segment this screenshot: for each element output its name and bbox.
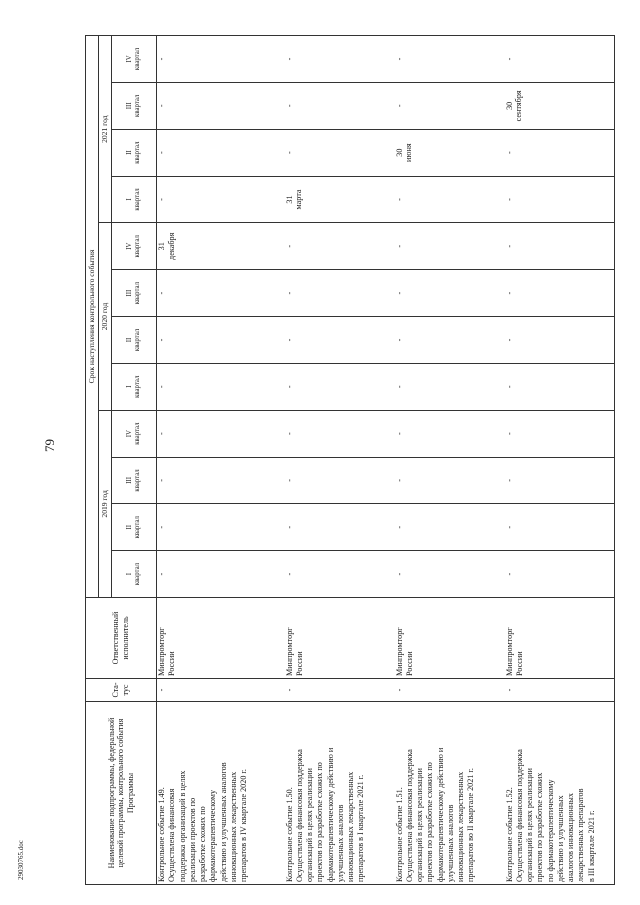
- quarter-deadline-cell: [505, 363, 615, 410]
- deadline-text: -: [394, 385, 404, 389]
- quarter-word: квартал: [134, 188, 141, 211]
- header-name: Наименование подпрограммы, федеральной целевой программы, контрольного события Программы: [86, 702, 157, 885]
- deadline-text: -: [394, 198, 404, 201]
- event-title: Контрольное событие 1.52.: [504, 787, 514, 882]
- header-executor: Ответственный исполнитель: [86, 598, 157, 679]
- deadline-text: -: [157, 151, 166, 154]
- quarter-deadline-cell: [505, 82, 615, 129]
- deadline-text: -: [284, 572, 294, 576]
- quarter-number: IV: [126, 242, 134, 250]
- event-executor: Минпромторг России: [504, 627, 524, 676]
- quarter-deadline-cell: [395, 551, 505, 598]
- event-executor: Минпромторг России: [394, 627, 414, 676]
- deadline-text: -: [504, 151, 514, 154]
- deadline-text: -: [284, 338, 294, 342]
- quarter-number: III: [126, 102, 134, 110]
- event-name-cell: [157, 702, 285, 885]
- deadline-text: -: [394, 244, 404, 248]
- table-row: [157, 36, 285, 885]
- event-executor: Минпромторг России: [157, 627, 177, 676]
- header-year-2021: 2021 год: [99, 36, 112, 223]
- table-row: [505, 36, 615, 885]
- deadline-text: -: [284, 151, 294, 154]
- event-executor-cell: [395, 598, 505, 679]
- quarter-word: квартал: [134, 281, 141, 305]
- header-quarter-cell: [112, 223, 157, 270]
- quarter-number: IV: [126, 55, 134, 63]
- quarter-deadline-cell: [285, 504, 395, 551]
- deadline-text: -: [284, 385, 294, 389]
- page-number: 79: [42, 439, 57, 453]
- event-title: Контрольное событие 1.49.: [157, 787, 166, 882]
- deadline-text: сентября: [514, 90, 524, 122]
- quarter-deadline-cell: [395, 504, 505, 551]
- quarter-word: квартал: [134, 469, 141, 492]
- quarter-deadline-cell: [157, 176, 285, 223]
- header-quarter-cell: [112, 36, 157, 83]
- deadline-text: -: [394, 338, 404, 342]
- deadline-text: -: [284, 479, 294, 482]
- deadline-text: -: [284, 291, 294, 295]
- table-row: [395, 36, 505, 885]
- header-quarter-cell: [112, 82, 157, 129]
- header-status: Ста-тус: [86, 679, 157, 702]
- deadline-text: -: [157, 104, 166, 108]
- event-executor-cell: [157, 598, 285, 679]
- quarter-word: квартал: [134, 562, 141, 586]
- quarter-deadline-cell: [395, 129, 505, 176]
- deadline-text: -: [504, 198, 514, 201]
- header-year-2019: 2019 год: [99, 410, 112, 597]
- quarter-deadline-cell: [505, 410, 615, 457]
- deadline-text: -: [394, 479, 404, 482]
- quarter-deadline-cell: [505, 176, 615, 223]
- deadline-text: марта: [294, 189, 304, 210]
- quarter-deadline-cell: [395, 363, 505, 410]
- quarter-deadline-cell: [505, 504, 615, 551]
- event-description: Осуществлена финансовая поддержка организаций в целях реализации проектов по разработке схожих по фармакотерапевтическому действию и улучшенных аналогов инновационных лекарственных препаратов во II квартале 2021 г.: [404, 747, 476, 882]
- deadline-text: -: [394, 525, 404, 529]
- deadline-text: -: [504, 432, 514, 435]
- header-quarter-cell: [112, 317, 157, 364]
- quarter-deadline-cell: [157, 82, 285, 129]
- quarter-number: III: [126, 289, 134, 297]
- deadline-text: -: [284, 57, 294, 61]
- event-description: Осуществлена финансовая поддержка организаций в целях реализации проектов по разработке схожих по фармакотерапевтическому действию и улучшенных аналогов инновационных лекарственных препаратов в IV квартале 2020 г.: [167, 762, 248, 882]
- quarter-deadline-cell: [157, 504, 285, 551]
- control-events-schedule-table: [85, 35, 615, 885]
- quarter-deadline-cell: [395, 176, 505, 223]
- quarter-word: квартал: [134, 235, 141, 258]
- quarter-deadline-cell: [285, 36, 395, 83]
- quarter-deadline-cell: [157, 317, 285, 364]
- event-executor-cell: [285, 598, 395, 679]
- quarter-number: II: [126, 525, 134, 530]
- quarter-word: квартал: [134, 375, 141, 398]
- quarter-deadline-cell: [395, 410, 505, 457]
- deadline-text: -: [157, 525, 166, 529]
- quarter-deadline-cell: [285, 551, 395, 598]
- quarter-number: II: [126, 337, 134, 343]
- header-quarter-cell: [112, 176, 157, 223]
- quarter-deadline-cell: [157, 270, 285, 317]
- deadline-text: -: [504, 244, 514, 248]
- quarter-deadline-cell: [157, 551, 285, 598]
- deadline-text: -: [394, 432, 404, 435]
- quarter-deadline-cell: [157, 36, 285, 83]
- quarter-deadline-cell: [505, 223, 615, 270]
- quarter-word: квартал: [134, 47, 141, 71]
- quarter-deadline-cell: [505, 270, 615, 317]
- header-quarter-cell: [112, 270, 157, 317]
- quarter-word: квартал: [134, 141, 141, 164]
- deadline-text: -: [504, 572, 514, 576]
- deadline-text: -: [284, 104, 294, 108]
- quarter-deadline-cell: [285, 176, 395, 223]
- deadline-text: -: [157, 291, 166, 295]
- deadline-text: июня: [404, 143, 414, 162]
- quarter-deadline-cell: [395, 457, 505, 504]
- deadline-text: -: [504, 479, 514, 482]
- quarter-deadline-cell: [505, 129, 615, 176]
- event-status: -: [285, 679, 395, 702]
- quarter-number: I: [126, 572, 134, 576]
- deadline-text: -: [157, 57, 166, 61]
- deadline-text: 30: [394, 148, 404, 157]
- event-status: -: [157, 679, 285, 702]
- event-title: Контрольное событие 1.51.: [394, 787, 404, 882]
- deadline-text: 31: [157, 242, 166, 251]
- quarter-deadline-cell: [285, 317, 395, 364]
- quarter-deadline-cell: [157, 363, 285, 410]
- table-body: [157, 36, 615, 885]
- deadline-text: -: [394, 57, 404, 61]
- quarter-number: I: [126, 385, 134, 388]
- quarter-word: квартал: [134, 516, 141, 539]
- event-status: -: [505, 679, 615, 702]
- quarter-deadline-cell: [505, 317, 615, 364]
- quarter-number: II: [126, 150, 134, 155]
- quarter-deadline-cell: [157, 457, 285, 504]
- quarter-deadline-cell: [157, 223, 285, 270]
- header-quarter-cell: [112, 363, 157, 410]
- quarter-deadline-cell: [395, 223, 505, 270]
- event-name-cell: [395, 702, 505, 885]
- quarter-deadline-cell: [157, 410, 285, 457]
- event-description: Осуществлена финансовая поддержка организаций в целях реализации проектов по разработке схожих по фармакотерапевтическому действию и улучшенных аналогов инновационных лекарственных препаратов в III квартале 2021 г.: [514, 749, 596, 882]
- quarter-deadline-cell: [285, 270, 395, 317]
- event-name-cell: [285, 702, 395, 885]
- quarter-deadline-cell: [395, 36, 505, 83]
- event-status: -: [395, 679, 505, 702]
- header-quarter-cell: [112, 457, 157, 504]
- quarter-deadline-cell: [285, 457, 395, 504]
- quarter-deadline-cell: [157, 129, 285, 176]
- quarter-deadline-cell: [505, 36, 615, 83]
- quarter-deadline-cell: [505, 551, 615, 598]
- header-quarter-cell: [112, 504, 157, 551]
- deadline-text: -: [284, 244, 294, 248]
- deadline-text: -: [394, 104, 404, 108]
- deadline-text: -: [157, 385, 166, 389]
- header-year-2020: 2020 год: [99, 223, 112, 410]
- deadline-text: 30: [504, 101, 514, 110]
- deadline-text: -: [284, 432, 294, 435]
- event-description: Осуществлена финансовая поддержка организаций в целях реализации проектов по разработке схожих по фармакотерапевтическому действию и улучшенных аналогов инновационных лекарственных препаратов в I квартале 2021 г.: [294, 747, 366, 882]
- quarter-deadline-cell: [505, 457, 615, 504]
- deadline-text: -: [157, 572, 166, 576]
- table-row: [285, 36, 395, 885]
- deadline-text: декабря: [166, 232, 176, 260]
- header-quarter-cell: [112, 129, 157, 176]
- deadline-text: -: [284, 525, 294, 529]
- event-title: Контрольное событие 1.50.: [284, 787, 294, 882]
- event-executor: Минпромторг России: [284, 627, 304, 676]
- quarter-deadline-cell: [395, 270, 505, 317]
- event-name-cell: [505, 702, 615, 885]
- deadline-text: -: [504, 385, 514, 389]
- deadline-text: 31: [284, 195, 294, 204]
- deadline-text: -: [504, 525, 514, 529]
- deadline-text: -: [157, 338, 166, 342]
- footer-filename: 29030765.doc: [17, 840, 25, 880]
- quarter-word: квартал: [134, 328, 141, 352]
- quarter-deadline-cell: [285, 82, 395, 129]
- quarter-word: квартал: [134, 422, 141, 445]
- quarter-word: квартал: [134, 94, 141, 117]
- deadline-text: -: [157, 198, 166, 201]
- quarter-number: I: [126, 198, 134, 201]
- quarter-deadline-cell: [285, 129, 395, 176]
- deadline-text: -: [504, 57, 514, 61]
- quarter-number: IV: [126, 430, 134, 438]
- header-quarter-cell: [112, 410, 157, 457]
- deadline-text: -: [157, 432, 166, 435]
- schedule-table-container: [85, 35, 615, 885]
- header-deadline: Срок наступления контрольного события: [86, 36, 99, 598]
- deadline-text: -: [394, 291, 404, 295]
- deadline-text: -: [504, 291, 514, 295]
- deadline-text: -: [394, 572, 404, 576]
- quarter-deadline-cell: [395, 82, 505, 129]
- event-executor-cell: [505, 598, 615, 679]
- deadline-text: -: [157, 479, 166, 482]
- quarter-deadline-cell: [285, 223, 395, 270]
- deadline-text: -: [504, 338, 514, 342]
- quarter-deadline-cell: [285, 410, 395, 457]
- quarter-deadline-cell: [285, 363, 395, 410]
- quarter-deadline-cell: [395, 317, 505, 364]
- header-quarter-cell: [112, 551, 157, 598]
- quarter-number: III: [126, 477, 134, 484]
